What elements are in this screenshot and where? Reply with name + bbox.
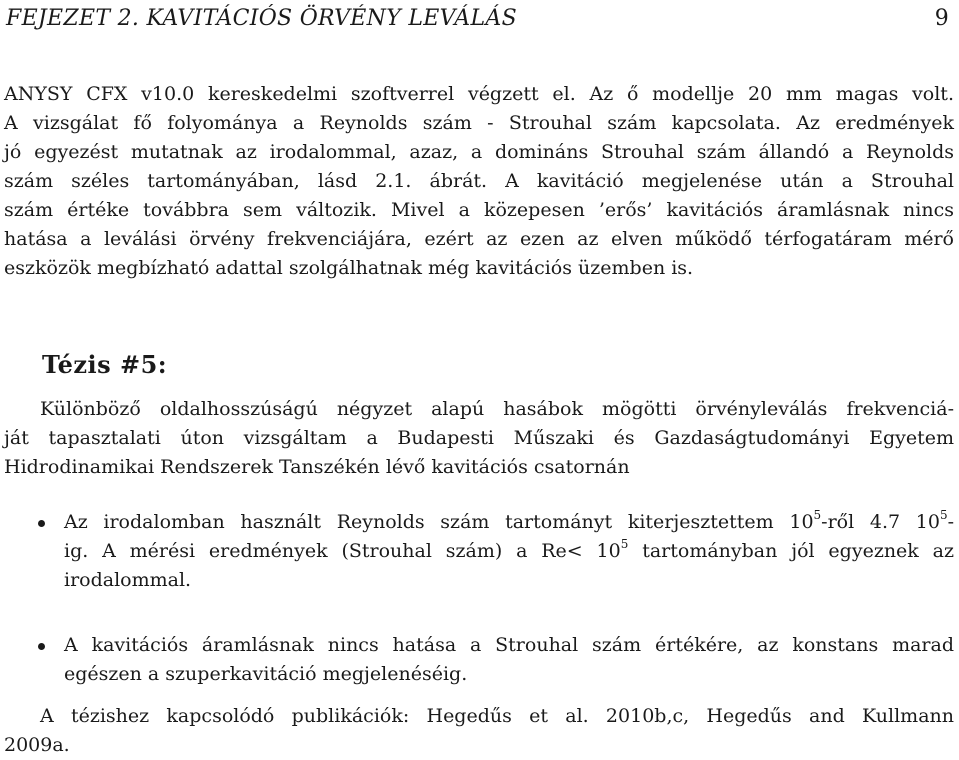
page-number: 9 <box>934 6 949 31</box>
thesis-heading: Tézis #5: <box>42 350 168 379</box>
chapter-title: FEJEZET 2. KAVITÁCIÓS ÖRVÉNY LEVÁLÁS <box>6 6 517 31</box>
bullet-text: Az irodalomban használt Reynolds szám tartományt kiterjesztettem 10 <box>64 511 814 533</box>
bullet-icon <box>38 643 45 650</box>
list-item <box>4 508 954 595</box>
bullet-line <box>64 537 954 566</box>
paragraph-line: eszközök megbízható adattal szolgálhatnak még kavitációs üzemben is. <box>4 257 694 279</box>
paragraph-line: A tézishez kapcsolódó publikációk: Hegedűs et al. 2010b,c, Hegedűs and Kullmann <box>40 705 954 727</box>
thesis-bullet-list <box>4 508 954 689</box>
bullet-line: egészen a szuperkavitáció megjelenéséig. <box>64 663 468 685</box>
paragraph-line: szám értéke továbbra sem változik. Mivel a közepesen ’erős’ kavitációs áramlásnak nincs <box>4 199 954 221</box>
list-item <box>4 631 954 689</box>
paragraph-line: 2009a. <box>4 734 70 756</box>
bullet-text: ig. A mérési eredmények (Strouhal szám) a Re< 10 <box>64 540 621 562</box>
bullet-line: irodalommal. <box>64 569 192 591</box>
paragraph-line: ANYSY CFX v10.0 kereskedelmi szoftverrel végzett el. Az ő modellje 20 mm magas volt. <box>4 83 954 105</box>
intro-paragraph <box>4 80 954 283</box>
paragraph-line: ját tapasztalati úton vizsgáltam a Budapesti Műszaki és Gazdaságtudományi Egyetem <box>4 427 954 449</box>
paragraph-line: szám széles tartományában, lásd 2.1. ábrát. A kavitáció megjelenése után a Strouhal <box>4 170 954 192</box>
running-header <box>6 2 949 38</box>
paragraph-line: Különböző oldalhosszúságú négyzet alapú hasábok mögötti örvényleválás frekvenciá- <box>40 398 954 420</box>
bullet-text: -ről 4.7 10 <box>821 511 940 533</box>
paragraph-line: A vizsgálat fő folyománya a Reynolds szám - Strouhal szám kapcsolata. Az eredmények <box>4 112 954 134</box>
bullet-line: A kavitációs áramlásnak nincs hatása a Strouhal szám értékére, az konstans marad <box>64 634 954 656</box>
bullet-line <box>64 508 954 537</box>
bullet-text: tartományban jól egyeznek az <box>628 540 954 562</box>
thesis-intro <box>4 395 954 482</box>
paragraph-line: jó egyezést mutatnak az irodalommal, azaz, a domináns Strouhal szám állandó a Reynolds <box>4 141 954 163</box>
bullet-text: - <box>947 511 954 533</box>
bullet-icon <box>38 520 45 527</box>
paragraph-line: Hidrodinamikai Rendszerek Tanszékén lévő kavitációs csatornán <box>4 456 630 478</box>
publications-paragraph <box>4 702 954 760</box>
superscript: 5 <box>813 508 822 522</box>
superscript: 5 <box>939 508 948 522</box>
superscript: 5 <box>620 537 629 551</box>
paragraph-line: hatása a leválási örvény frekvenciájára, ezért az ezen az elven működő térfogatáram mérő <box>4 228 954 250</box>
